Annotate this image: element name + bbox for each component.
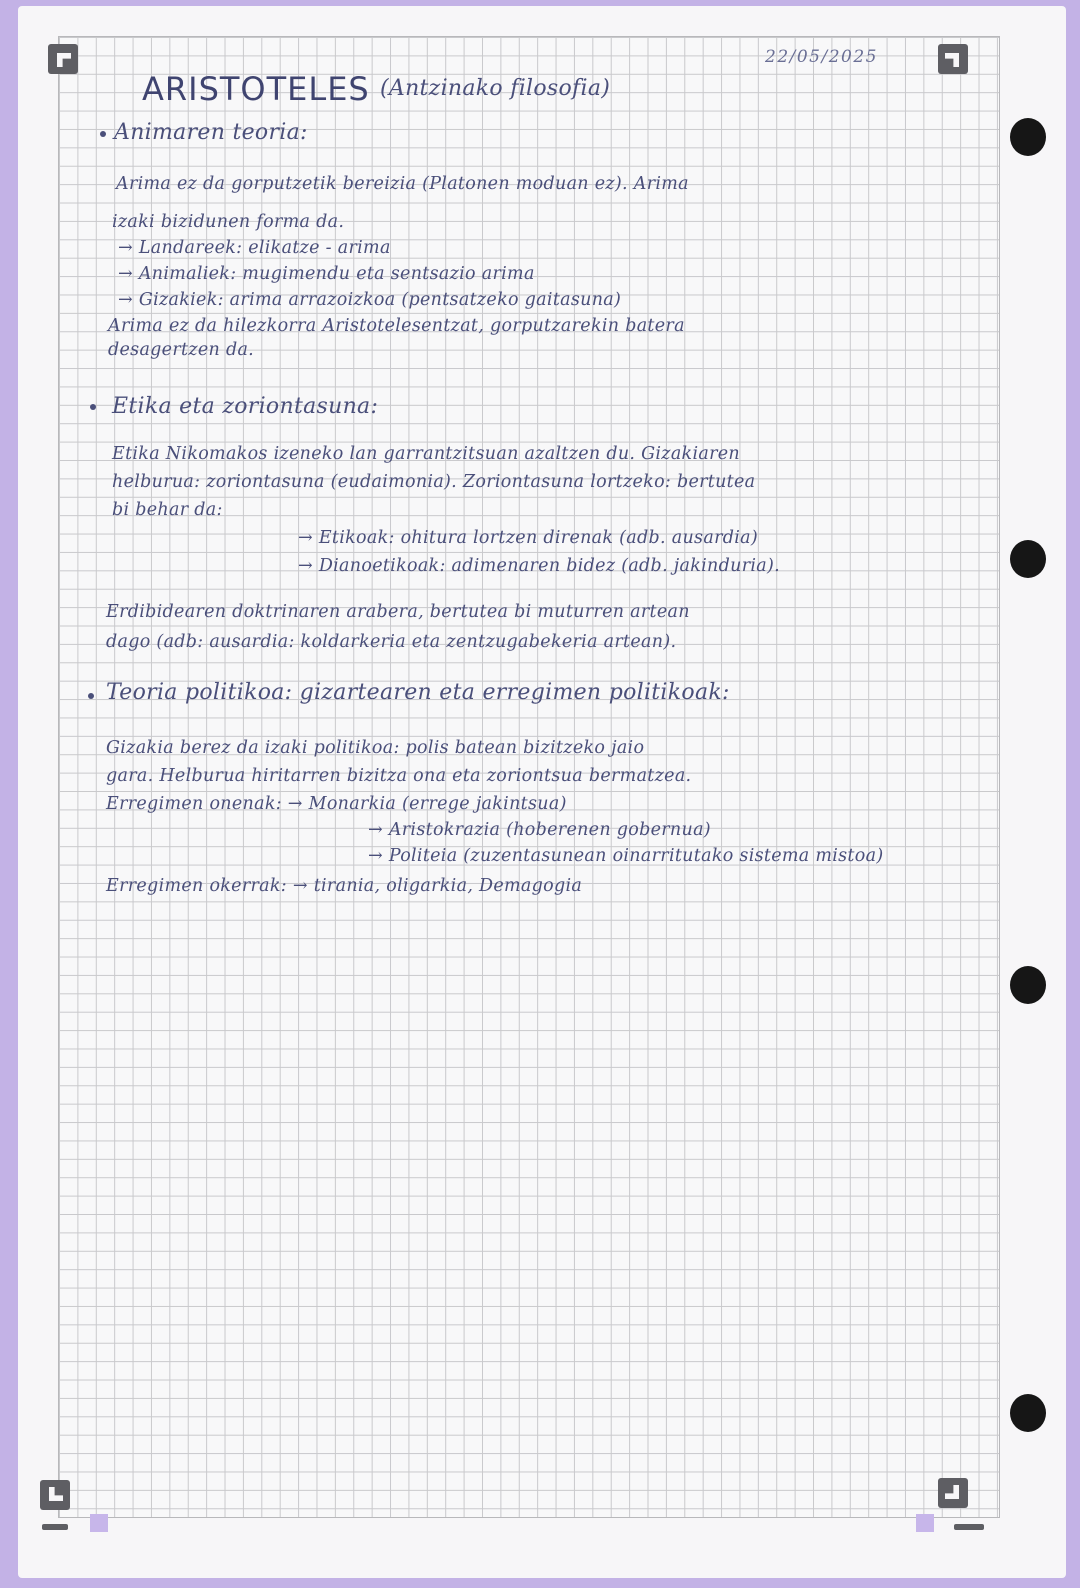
text-line: helburua: zoriontasuna (eudaimonia). Zoriontasuna lortzeko: bertutea <box>112 472 756 492</box>
text-line: → Landareek: elikatze - arima <box>118 238 391 258</box>
text-line: → Aristokrazia (hoberenen gobernua) <box>368 820 711 840</box>
section-bullet <box>100 131 106 137</box>
text-line: desagertzen da. <box>108 340 255 360</box>
binder-hole <box>1010 966 1046 1004</box>
corner-mark-bottom-left-icon <box>40 1480 70 1510</box>
bottom-left-dash-icon <box>42 1524 68 1530</box>
text-line: → Dianoetikoak: adimenaren bidez (adb. jakinduria). <box>298 556 780 576</box>
bottom-right-square-icon <box>916 1514 934 1532</box>
section-bullet <box>88 693 94 699</box>
text-line: izaki bizidunen forma da. <box>112 212 345 232</box>
text-line: Erregimen onenak: → Monarkia (errege jakintsua) <box>106 794 567 814</box>
text-line: bi behar da: <box>112 500 223 520</box>
bottom-left-square-icon <box>90 1514 108 1532</box>
text-line: dago (adb: ausardia: koldarkeria eta zentzugabekeria artean). <box>106 632 677 652</box>
corner-mark-top-left-icon <box>48 44 78 74</box>
text-line: → Politeia (zuzentasunean oinarritutako sistema mistoa) <box>368 846 884 866</box>
section-heading: Animaren teoria: <box>114 120 308 145</box>
text-line: gara. Helburua hiritarren bizitza ona eta zoriontsua bermatzea. <box>106 766 692 786</box>
text-line: Erdibidearen doktrinaren arabera, bertutea bi muturren artean <box>106 602 690 622</box>
text-line: → Animaliek: mugimendu eta sentsazio arima <box>118 264 535 284</box>
text-line: Erregimen okerrak: → tirania, oligarkia, Demagogia <box>106 876 583 896</box>
corner-mark-bottom-right-icon <box>938 1478 968 1508</box>
section-bullet <box>90 404 96 410</box>
binder-hole <box>1010 540 1046 578</box>
binder-hole <box>1010 118 1046 156</box>
page-subtitle: (Antzinako filosofia) <box>380 76 611 101</box>
text-line: Arima ez da gorputzetik bereizia (Platonen moduan ez). Arima <box>116 174 689 194</box>
binder-hole <box>1010 1394 1046 1432</box>
text-line: Etika Nikomakos izeneko lan garrantzitsuan azaltzen du. Gizakiaren <box>112 444 740 464</box>
text-line: → Etikoak: ohitura lortzen direnak (adb. ausardia) <box>298 528 759 548</box>
text-line: Gizakia berez da izaki politikoa: polis batean bizitzeko jaio <box>106 738 645 758</box>
text-line: → Gizakiek: arima arrazoizkoa (pentsatzeko gaitasuna) <box>118 290 622 310</box>
text-line: Arima ez da hilezkorra Aristotelesentzat, gorputzarekin batera <box>108 316 685 336</box>
section-heading: Etika eta zoriontasuna: <box>112 394 379 419</box>
page-title: ARISTOTELES <box>142 70 370 108</box>
date-label: 22/05/2025 <box>765 47 878 67</box>
bottom-right-dash-icon <box>954 1524 984 1530</box>
section-heading: Teoria politikoa: gizartearen eta erregimen politikoak: <box>106 680 730 705</box>
corner-mark-top-right-icon <box>938 44 968 74</box>
